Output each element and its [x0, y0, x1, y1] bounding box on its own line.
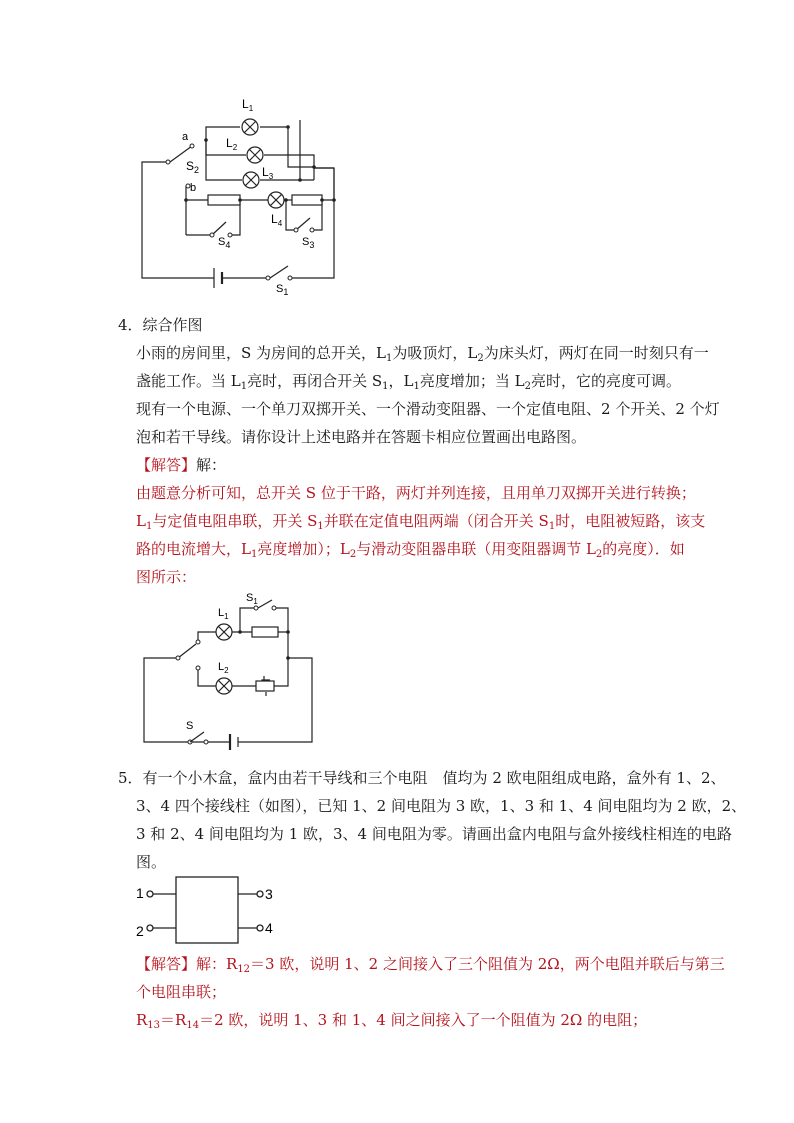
- label-L4: $L_4$: [271, 212, 283, 228]
- q4-answer-line1: 由题意分析可知，总开关 S 位于干路，两灯并列连接，且用单刀双掷开关进行转换；: [136, 484, 696, 502]
- q4-para2-line1: 现有一个电源、一个单刀双掷开关、一个滑动变阻器、一个定值电阻、2 个开关、2 个灯: [136, 400, 720, 418]
- q5-answer-line2: 个电阻串联；: [136, 983, 227, 1001]
- label-S4: $S_4$: [218, 236, 231, 250]
- label-S1: $S_1$: [276, 283, 289, 297]
- terminal-2: 2: [136, 923, 144, 939]
- q5-line2: 3、4 四个接线柱（如图），已知 1、2 间电阻为 3 欧，1、3 和 1、4 间电阻均为 2 欧，2、: [136, 797, 747, 815]
- answer-tag: 【解答】: [136, 955, 197, 973]
- q5-line3: 3 和 2、4 间电阻均为 1 欧，3、4 间电阻为零。请画出盒内电阻与盒外接线柱相连的电路: [136, 825, 732, 843]
- label-a: a: [182, 131, 189, 143]
- label-S3: $S_3$: [302, 236, 315, 250]
- label-b: b: [190, 182, 197, 194]
- circuit-diagram-answer: [138, 592, 328, 752]
- label-S1: $S_1$: [246, 592, 258, 606]
- q5-line1: 5．有一个小木盒，盒内由若干导线和三个电阻 值均为 2 欧电阻组成电路，盒外有 1、2、: [118, 769, 726, 787]
- label-S2: $S_2$: [186, 159, 200, 175]
- q5-answer-line3: $R_{13}=R_{14}=2$ 欧，说明 1、3 和 1、4 间之间接入了一个阻值为 2Ω 的电阻；: [136, 1011, 648, 1031]
- q4-answer-head: 【解答】解：: [136, 456, 227, 474]
- q4-number: 4．: [118, 316, 143, 334]
- label-L1: $L_1$: [242, 97, 254, 113]
- terminal-4: 4: [265, 920, 273, 936]
- answer-tag: 【解答】: [136, 456, 197, 474]
- circuit-diagram-1: [130, 90, 360, 300]
- q4-answer-line4: 图所示：: [136, 568, 197, 586]
- label-L1: $L_1$: [218, 607, 229, 621]
- label-L3: $L_3$: [262, 165, 274, 181]
- label-S: S: [186, 720, 194, 732]
- q4-para2-line2: 泡和若干导线。请你设计上述电路并在答题卡相应位置画出电路图。: [136, 428, 587, 446]
- q4-title: 综合作图: [142, 316, 203, 334]
- q5-answer-line1: 【解答】解：$R_{12}=3$ 欧，说明 1、2 之间接入了三个阻值为 2Ω，两个电阻并联后与第三: [136, 955, 725, 975]
- q4-heading: [118, 311, 203, 339]
- q5-number: 5．: [118, 769, 143, 787]
- q4-para1-line1: 小雨的房间里，S 为房间的总开关，$L_1$为吸顶灯，$L_2$为床头灯，两灯在同一时刻只有一: [136, 344, 709, 364]
- label-L2: $L_2$: [226, 136, 238, 152]
- q4-answer-line3: 路的电流增大，$L_1$亮度增加）；$L_2$与滑动变阻器串联（用变阻器调节 $L_2$的亮度）．如: [136, 540, 685, 560]
- q5-line4: 图。: [136, 853, 167, 871]
- terminal-1: 1: [136, 885, 144, 901]
- label-L2: $L_2$: [218, 661, 229, 675]
- q4-para1-line2: 盏能工作。当 $L_1$亮时，再闭合开关 $S_1$，$L_1$亮度增加；当 $L_2$亮时，它的亮度可调。: [136, 372, 681, 392]
- q4-answer-line2: $L_1$与定值电阻串联，开关 $S_1$并联在定值电阻两端（闭合开关 $S_1$时，电阻被短路，该支: [136, 512, 706, 532]
- terminal-3: 3: [265, 886, 273, 902]
- terminal-box-diagram: [136, 874, 286, 948]
